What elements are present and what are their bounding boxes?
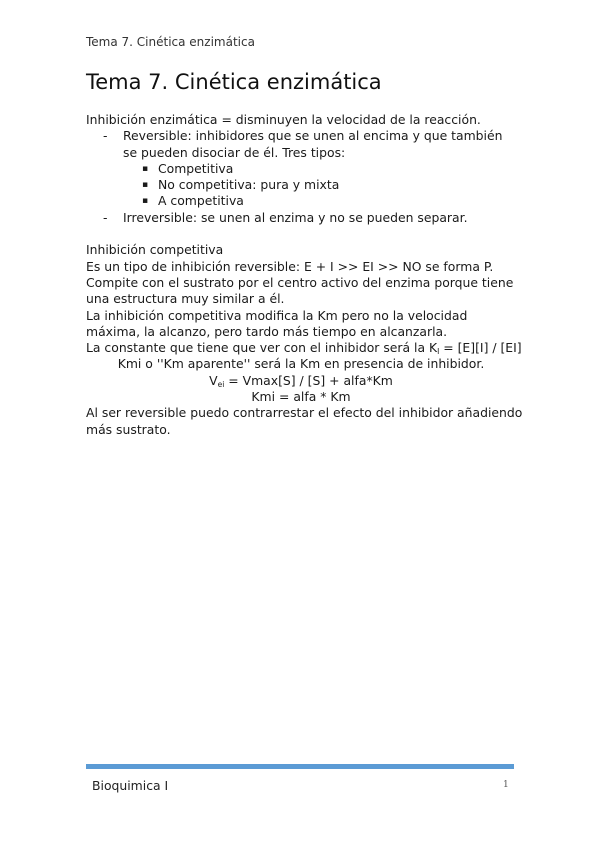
paragraph-line: una estructura muy similar a él.: [86, 291, 285, 307]
paragraph-line: Al ser reversible puedo contrarrestar el efecto del inhibidor añadiendo: [86, 405, 523, 421]
running-header: Tema 7. Cinética enzimática: [86, 35, 255, 49]
dash-marker: -: [103, 128, 108, 144]
square-bullet-icon: ▪: [142, 180, 149, 191]
paragraph-line: más sustrato.: [86, 421, 171, 437]
page-title: Tema 7. Cinética enzimática: [86, 70, 382, 94]
constant-formula: = [E][I] / [EI]: [439, 340, 522, 356]
dash-marker: -: [103, 209, 108, 225]
paragraph-line: Es un tipo de inhibición reversible: E + I >> EI >> NO se forma P.: [86, 258, 494, 274]
footer-course-name: Bioquimica I: [92, 778, 169, 793]
velocity-subscript: ei: [217, 379, 225, 389]
paragraph-line: Compite con el sustrato por el centro activo del enzima porque tiene: [86, 274, 514, 290]
sublist-item-no-competitiva: [86, 177, 516, 193]
footer-divider-bar: [86, 764, 514, 769]
constant-text: La constante que tiene que ver con el inhibidor será la K: [86, 340, 438, 356]
velocity-symbol: V: [209, 372, 218, 388]
velocity-formula: = Vmax[S] / [S] + alfa*Km: [224, 372, 393, 388]
sublist-item-text: Competitiva: [158, 160, 234, 176]
list-item-reversible: [86, 128, 516, 161]
apparent-km-line: Kmi o ''Km aparente'' será la Km en presencia de inhibidor.: [117, 356, 485, 372]
square-bullet-icon: ▪: [142, 196, 149, 207]
intro-line: Inhibición enzimática = disminuyen la velocidad de la reacción.: [86, 112, 481, 127]
section-heading: Inhibición competitiva: [86, 242, 224, 258]
kmi-equation: Kmi = alfa * Km: [251, 389, 351, 405]
sublist-item-competitiva: [86, 161, 516, 177]
constant-subscript: I: [437, 347, 440, 357]
list-item-text: Reversible: inhibidores que se unen al encima y que también se pueden disociar de él. Tres tipos:: [123, 128, 503, 160]
list-item-text: Irreversible: se unen al enzima y no se pueden separar.: [123, 209, 468, 225]
inhibitor-constant-line: [86, 340, 522, 357]
paragraph-line: máxima, la alcanzo, pero tardo más tiempo en alcanzarla.: [86, 323, 448, 339]
velocity-equation: [86, 373, 516, 389]
sublist-item-a-competitiva: [86, 193, 516, 209]
list-item-irreversible: [86, 210, 516, 226]
sublist-item-text: No competitiva: pura y mixta: [158, 177, 340, 193]
square-bullet-icon: ▪: [142, 163, 149, 174]
sublist-item-text: A competitiva: [158, 193, 244, 209]
paragraph-line: La inhibición competitiva modifica la Km pero no la velocidad: [86, 307, 468, 323]
page-number: 1: [503, 780, 509, 790]
document-body: [86, 112, 523, 438]
